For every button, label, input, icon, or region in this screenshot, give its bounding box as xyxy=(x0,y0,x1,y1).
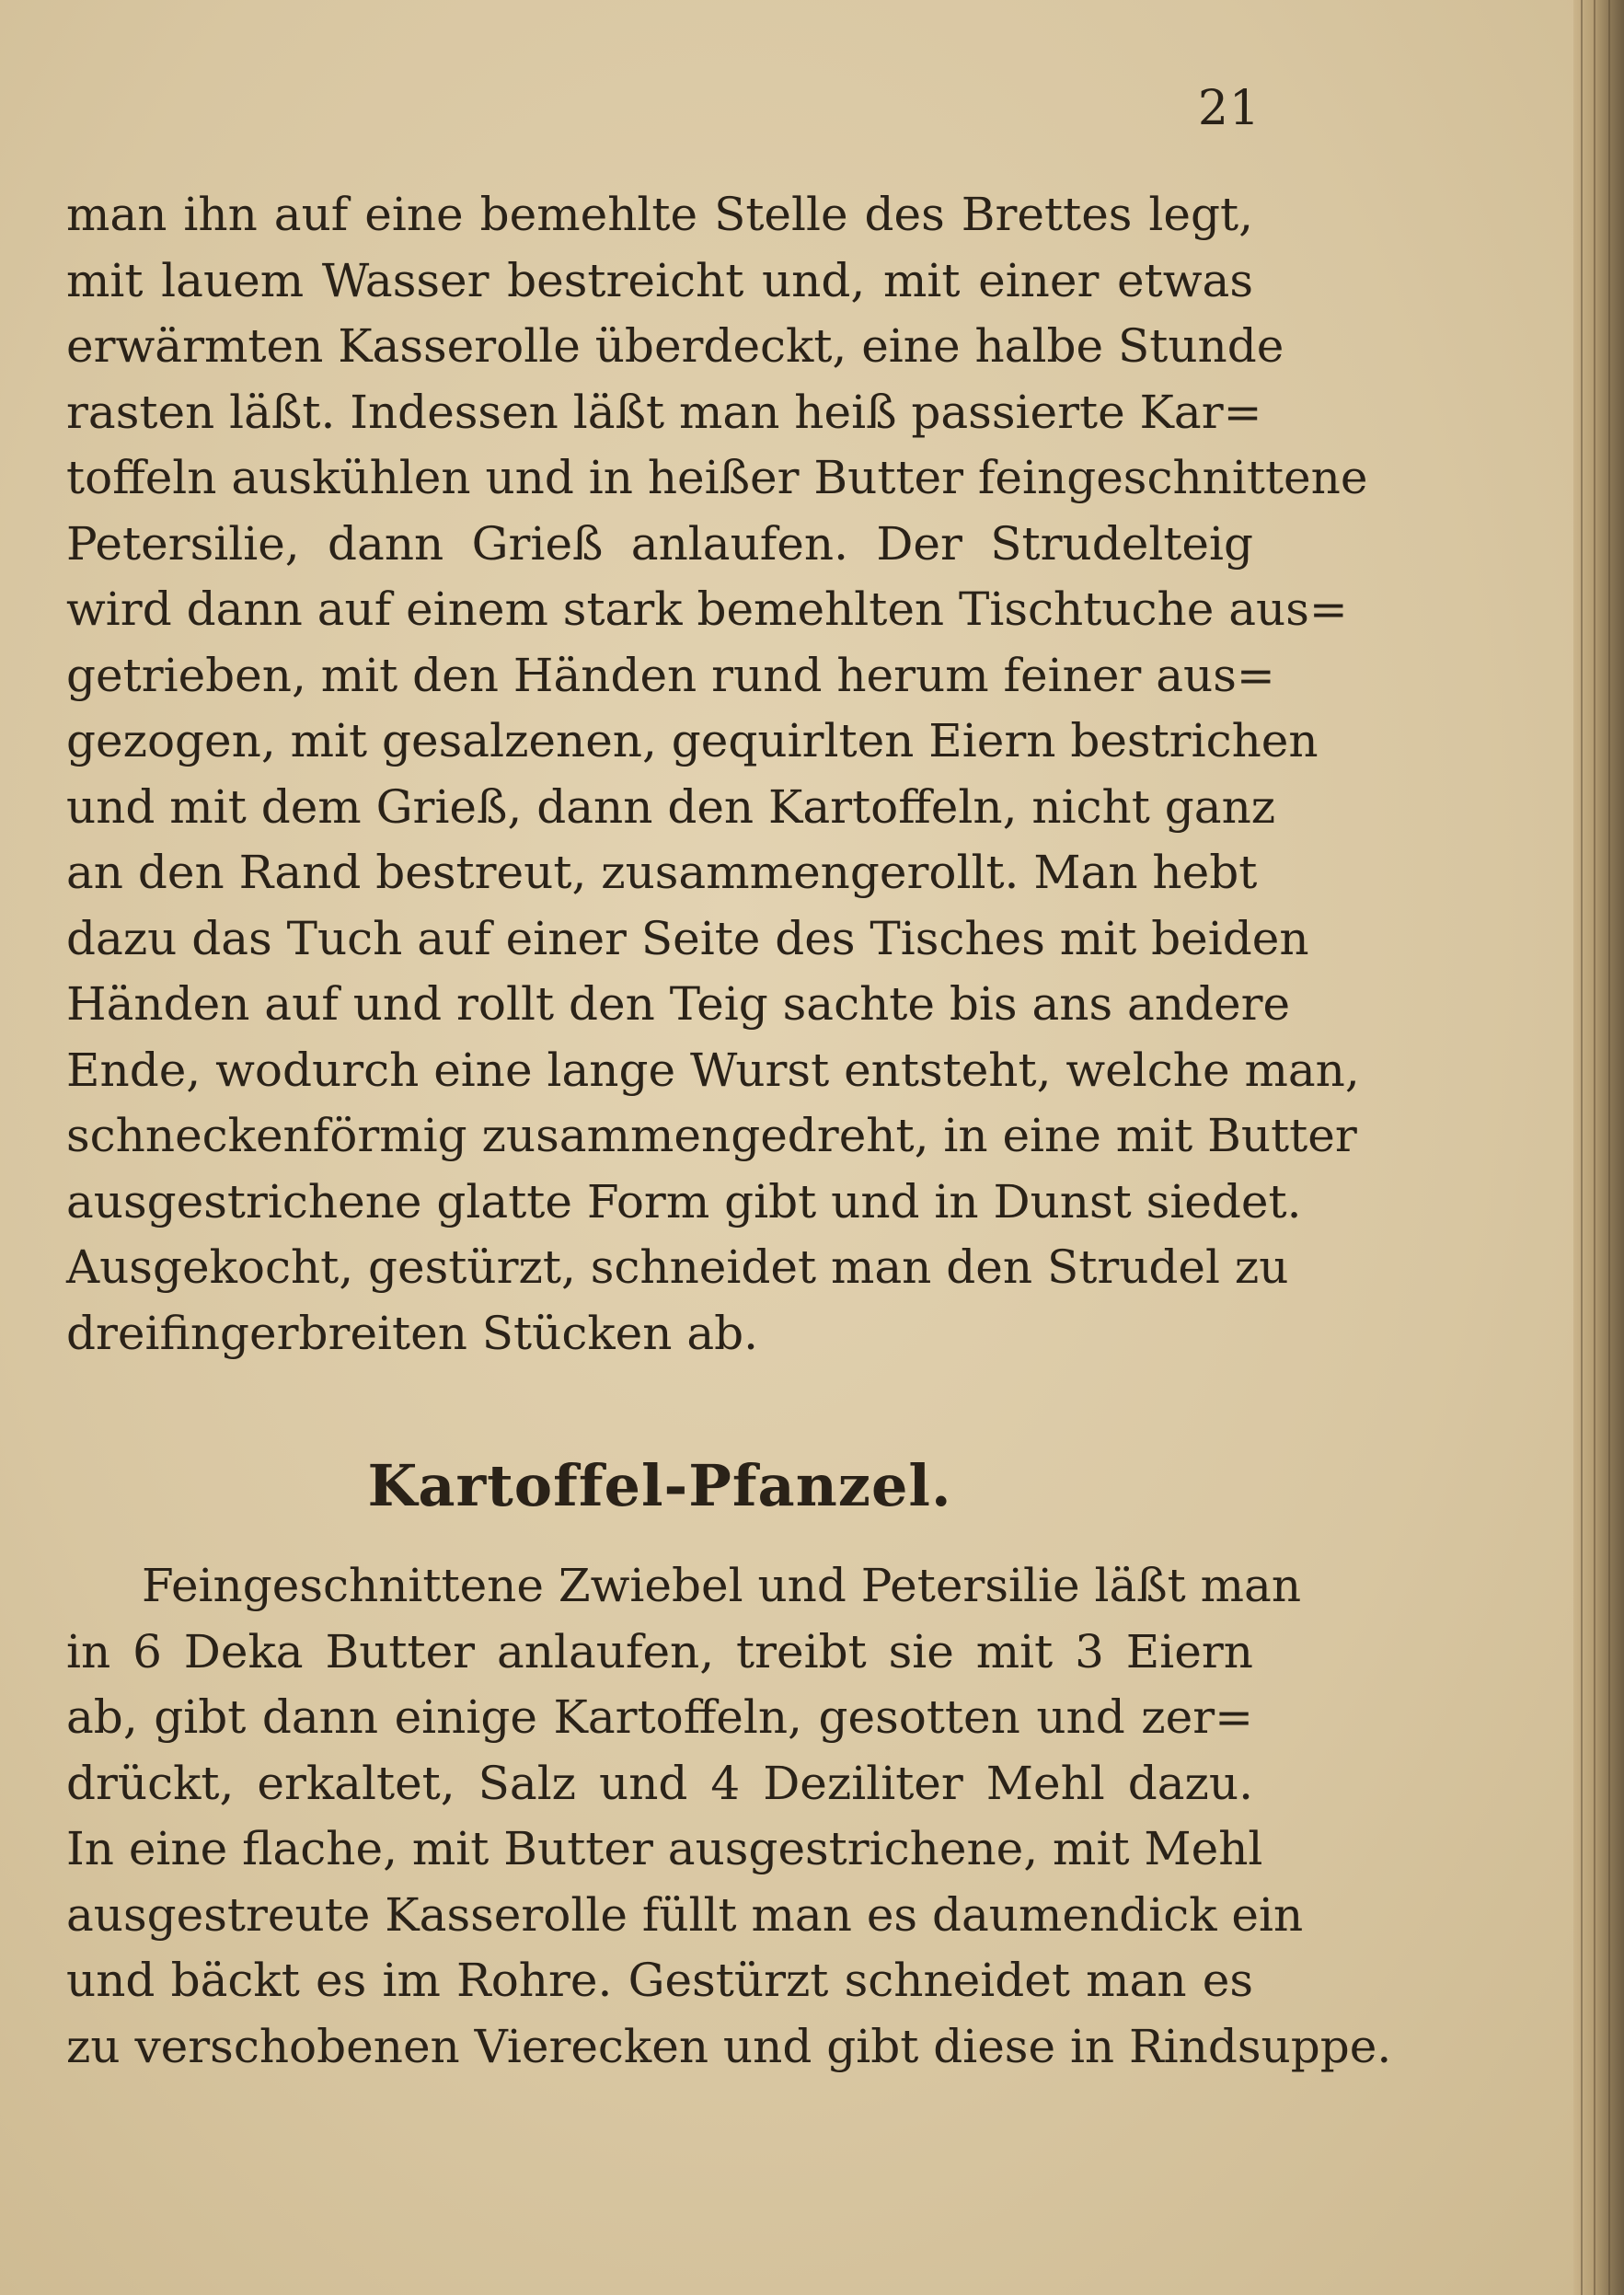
page-gutter xyxy=(1573,0,1624,2295)
text-line: toffeln auskühlen und in heißer Butter feingeschnittene xyxy=(66,451,1368,504)
text-line: zu verschobenen Vierecken und gibt diese in Rindsuppe. xyxy=(66,2019,1392,2073)
text-line: In eine flache, mit Butter ausgestrichene, mit Mehl xyxy=(66,1822,1263,1875)
page-number: 21 xyxy=(1197,81,1261,136)
text-line: erwärmten Kasserolle überdeckt, eine halbe Stunde xyxy=(66,319,1284,373)
text-line: Petersilie, dann Grieß anlaufen. Der Strudelteig xyxy=(66,516,1253,571)
text-line: rasten läßt. Indessen läßt man heiß passierte Kar= xyxy=(66,385,1262,439)
text-line: man ihn auf eine bemehlte Stelle des Brettes legt, xyxy=(66,188,1253,241)
text-line: getrieben, mit den Händen rund herum feiner aus= xyxy=(66,648,1275,702)
text-line: gezogen, mit gesalzenen, gequirlten Eiern bestrichen xyxy=(66,714,1319,767)
text-line: schneckenförmig zusammengedreht, in eine mit Butter xyxy=(66,1109,1357,1162)
text-line: an den Rand bestreut, zusammengerollt. Man hebt xyxy=(66,846,1258,899)
text-line: Feingeschnittene Zwiebel und Petersilie läßt man xyxy=(142,1559,1302,1612)
text-line: in 6 Deka Butter anlaufen, treibt sie mit 3 Eiern xyxy=(66,1624,1253,1678)
gutter-edge-line xyxy=(1581,0,1583,2295)
text-line: mit lauem Wasser bestreicht und, mit einer etwas xyxy=(66,253,1253,307)
text-line: Ausgekocht, gestürzt, schneidet man den Strudel zu xyxy=(66,1240,1289,1294)
text-line: dazu das Tuch auf einer Seite des Tisches mit beiden xyxy=(66,911,1309,965)
paragraph-strudel-instructions xyxy=(66,182,1368,1367)
text-line: ausgestrichene glatte Form gibt und in Dunst siedet. xyxy=(66,1174,1302,1228)
text-line: ab, gibt dann einige Kartoffeln, gesotten und zer= xyxy=(66,1690,1253,1744)
text-line: wird dann auf einem stark bemehlten Tischtuche aus= xyxy=(66,582,1348,636)
text-line: Ende, wodurch eine lange Wurst entsteht, welche man, xyxy=(66,1043,1360,1097)
paragraph-kartoffel-pfanzel xyxy=(66,1553,1392,2080)
text-line: und bäckt es im Rohre. Gestürzt schneidet man es xyxy=(66,1954,1253,2007)
text-line: und mit dem Grieß, dann den Kartoffeln, nicht ganz xyxy=(66,779,1276,834)
gutter-edge-line xyxy=(1608,0,1610,2295)
recipe-heading: Kartoffel-Pfanzel. xyxy=(367,1452,952,1519)
gutter-edge-line xyxy=(1594,0,1595,2295)
text-line: Händen auf und rollt den Teig sachte bis ans andere xyxy=(66,977,1291,1031)
text-line: drückt, erkaltet, Salz und 4 Deziliter Mehl dazu. xyxy=(66,1756,1253,1810)
text-line: dreifingerbreiten Stücken ab. xyxy=(66,1306,759,1360)
text-line: ausgestreute Kasserolle füllt man es daumendick ein xyxy=(66,1887,1304,1942)
